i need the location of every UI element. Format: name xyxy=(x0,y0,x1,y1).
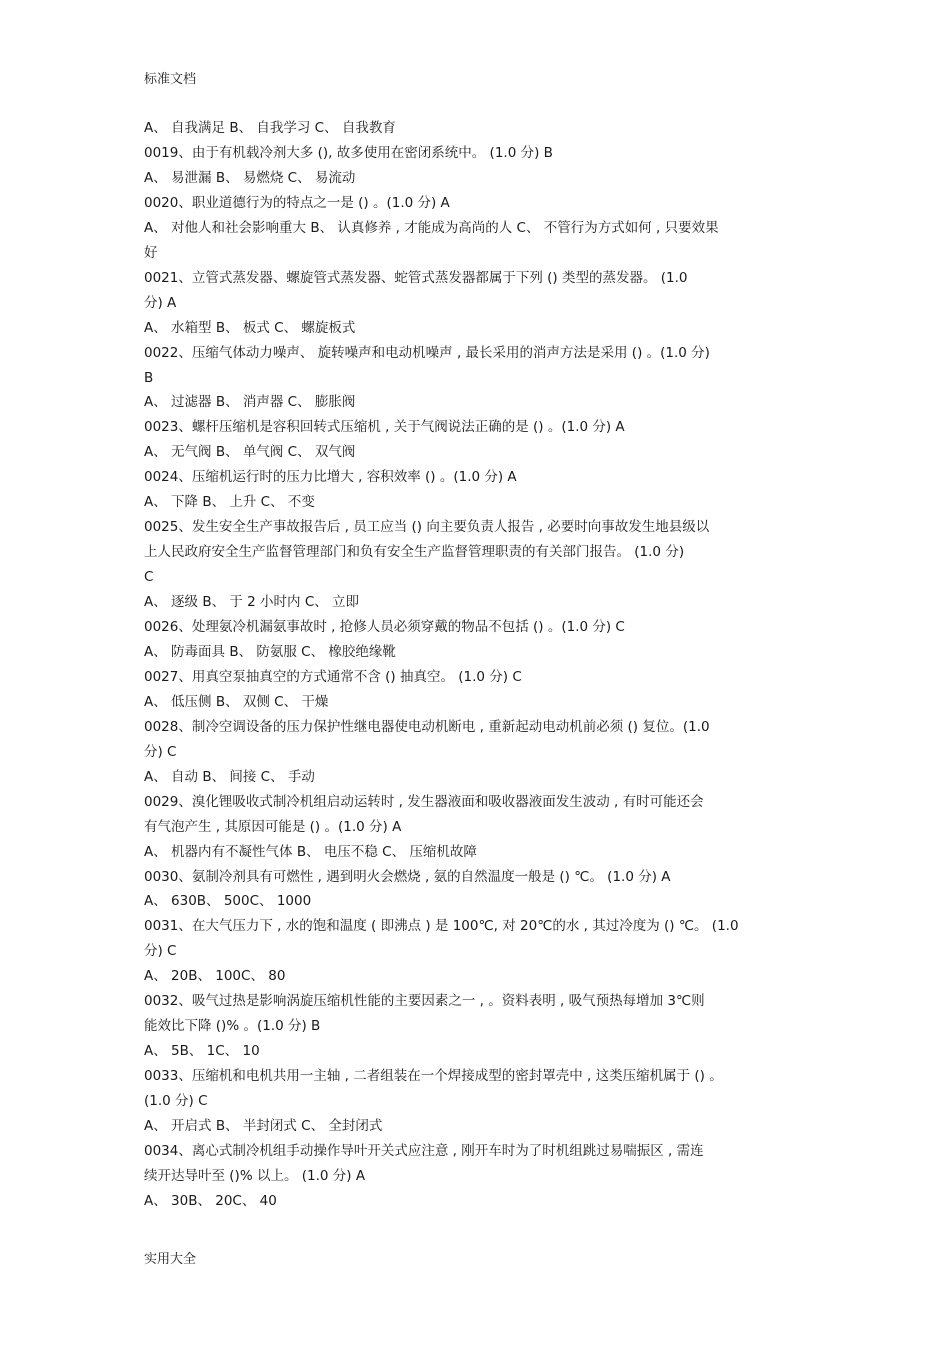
text-line: 续开达导叶至 ()% 以上。 (1.0 分) A xyxy=(144,1167,366,1184)
text-line: A、 30B、 20C、 40 xyxy=(144,1192,277,1209)
page-header: 标准文档 xyxy=(144,72,197,87)
text-line: 分) C xyxy=(144,943,177,960)
text-line: 有气泡产生 , 其原因可能是 () 。(1.0 分) A xyxy=(144,818,402,835)
text-line: A、 易泄漏 B、 易燃烧 C、 易流动 xyxy=(144,169,356,186)
text-line: A、 无气阀 B、 单气阀 C、 双气阀 xyxy=(144,444,356,461)
text-line: A、 防毒面具 B、 防氨服 C、 橡胶绝缘靴 xyxy=(144,643,396,660)
text-line: 0020、职业道德行为的特点之一是 () 。(1.0 分) A xyxy=(144,194,450,211)
page-footer: 实用大全 xyxy=(144,1252,197,1267)
text-line: 0031、在大气压力下 , 水的饱和温度 ( 即沸点 ) 是 100℃, 对 20℃的水 , 其过冷度为 () ℃。 (1.0 xyxy=(144,918,739,935)
text-line: 0032、吸气过热是影响涡旋压缩机性能的主要因素之一 , 。资料表明 , 吸气预热每增加 3℃则 xyxy=(144,993,705,1010)
text-line: C xyxy=(144,569,154,586)
text-line: 0033、压缩机和电机共用一主轴 , 二者组装在一个焊接成型的密封罩壳中 , 这类压缩机属于 () 。 xyxy=(144,1068,723,1085)
text-line: 0026、处理氨冷机漏氨事故时 , 抢修人员必须穿戴的物品不包括 () 。(1.0 分) C xyxy=(144,619,625,635)
text-line: A、 过滤器 B、 消声器 C、 膨胀阀 xyxy=(144,394,356,411)
text-line: A、 自动 B、 间接 C、 手动 xyxy=(144,768,315,785)
text-line: A、 下降 B、 上升 C、 不变 xyxy=(144,494,315,511)
text-line: 0022、压缩气体动力噪声、 旋转噪声和电动机噪声 , 最长采用的消声方法是采用 () 。(1.0 分) xyxy=(144,344,710,361)
text-line: 0027、用真空泵抽真空的方式通常不含 () 抽真空。 (1.0 分) C xyxy=(144,668,522,685)
text-line: 0024、压缩机运行时的压力比增大 , 容积效率 () 。(1.0 分) A xyxy=(144,469,517,486)
text-line: A、 机器内有不凝性气体 B、 电压不稳 C、 压缩机故障 xyxy=(144,843,477,860)
text-line: 上人民政府安全生产监督管理部门和负有安全生产监督管理职责的有关部门报告。 (1.0 分) xyxy=(144,544,685,561)
text-line: 0028、制冷空调设备的压力保护性继电器使电动机断电 , 重新起动电动机前必须 () 复位。(1.0 xyxy=(144,718,710,735)
text-line: 0029、溴化锂吸收式制冷机组启动运转时 , 发生器液面和吸收器液面发生波动 , 有时可能还会 xyxy=(144,793,704,810)
text-line: 0021、立管式蒸发器、螺旋管式蒸发器、蛇管式蒸发器都属于下列 () 类型的蒸发器。 (1.0 xyxy=(144,269,688,286)
text-line: 0023、螺杆压缩机是容积回转式压缩机 , 关于气阀说法正确的是 () 。(1.0 分) A xyxy=(144,419,625,436)
text-line: 0030、氨制冷剂具有可燃性 , 遇到明火会燃烧 , 氨的自然温度一般是 () ℃。 (1.0 分) A xyxy=(144,868,671,885)
text-line: A、 水箱型 B、 板式 C、 螺旋板式 xyxy=(144,319,356,336)
text-line: 0019、由于有机载冷剂大多 (), 故多使用在密闭系统中。 (1.0 分) B xyxy=(144,144,553,161)
text-line: A、 对他人和社会影响重大 B、 认真修养 , 才能成为高尚的人 C、 不管行为方式如何 , 只要效果 xyxy=(144,219,719,236)
text-line: A、 自我满足 B、 自我学习 C、 自我教育 xyxy=(144,120,396,136)
text-line: (1.0 分) C xyxy=(144,1093,208,1110)
text-line: A、 开启式 B、 半封闭式 C、 全封闭式 xyxy=(144,1118,383,1134)
text-line: 0034、离心式制冷机组手动操作导叶开关式应注意 , 刚开车时为了时机组跳过易喘振区 , 需连 xyxy=(144,1142,704,1159)
text-line: A、 5B、 1C、 10 xyxy=(144,1043,260,1060)
text-line: A、 630B、 500C、 1000 xyxy=(144,893,312,910)
text-line: 能效比下降 ()% 。(1.0 分) B xyxy=(144,1018,321,1035)
text-line: A、 逐级 B、 于 2 小时内 C、 立即 xyxy=(144,594,360,611)
text-line: 0025、发生安全生产事故报告后 , 员工应当 () 向主要负责人报告 , 必要时向事故发生地县级以 xyxy=(144,519,710,536)
text-line: A、 20B、 100C、 80 xyxy=(144,968,286,985)
text-line: B xyxy=(144,369,154,386)
text-line: 分) A xyxy=(144,294,177,311)
text-line: 分) C xyxy=(144,743,177,760)
text-line: A、 低压侧 B、 双侧 C、 干燥 xyxy=(144,693,329,710)
text-line: 好 xyxy=(144,244,158,261)
